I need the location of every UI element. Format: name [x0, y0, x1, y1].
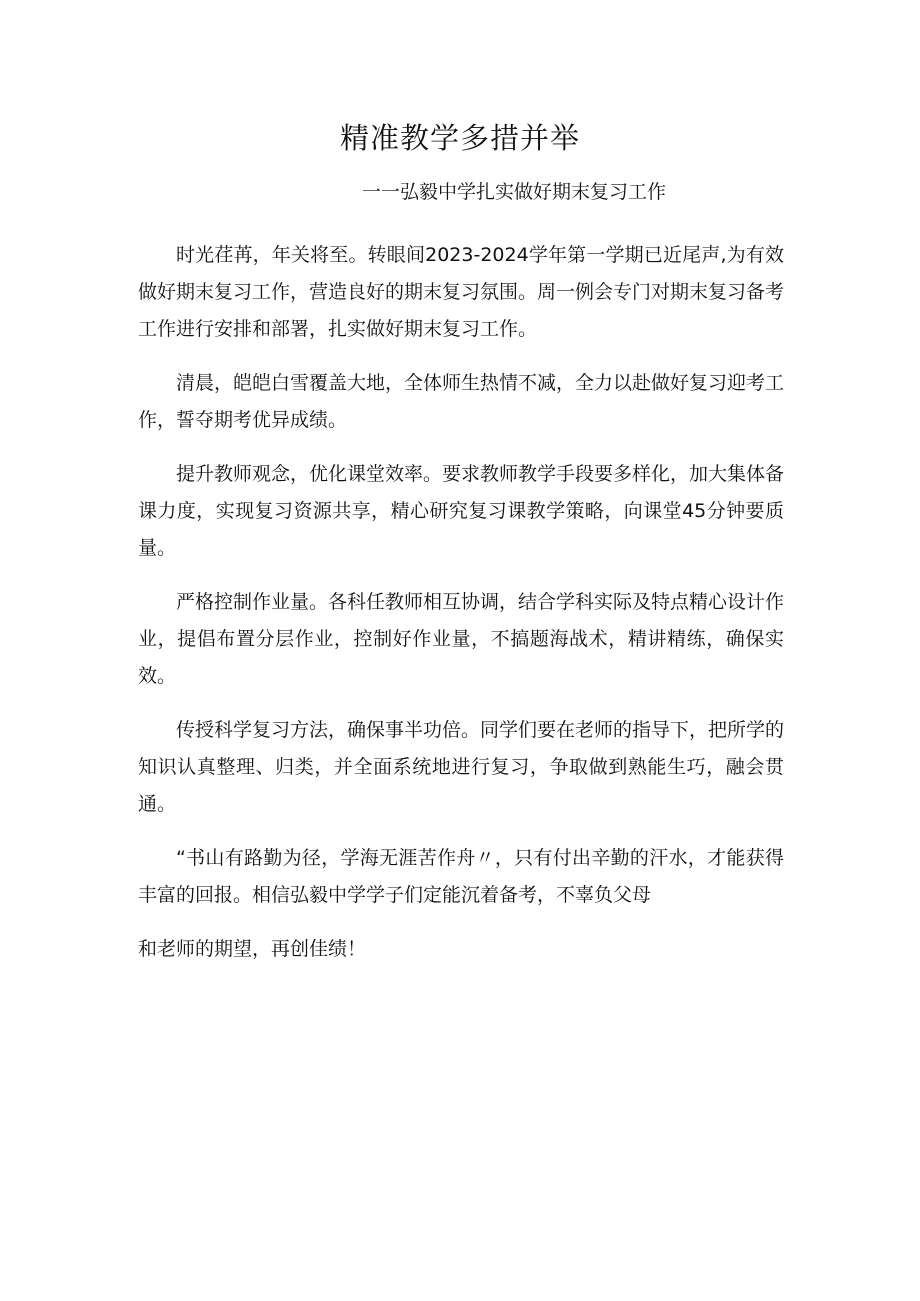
- paragraph: 传授科学复习方法，确保事半功倍。同学们要在老师的指导下，把所学的知识认真整理、归类，并全面系统地进行复习，争取做到熟能生巧，融会贯通。: [138, 719, 785, 815]
- document-body: [138, 237, 784, 985]
- document-subtitle: 一一弘毅中学扎实做好期末复习工作: [362, 181, 667, 203]
- paragraph: “书山有路勤为径，学海无涯苦作舟〃，只有付出辛勤的汗水，才能获得丰富的回报。相信弘毅中学学子们定能沉着备考，不辜负父母: [138, 847, 784, 906]
- paragraph: 严格控制作业量。各科任教师相互协调，结合学科实际及特点精心设计作业，提倡布置分层作业，控制好作业量，不搞题海战术，精讲精练，确保实效。: [138, 591, 785, 687]
- closing-line: 和老师的期望，再创佳绩！: [138, 938, 367, 960]
- paragraph: 清晨，皑皑白雪覆盖大地，全体师生热情不减，全力以赴做好复习迎考工作，誓夺期考优异成绩。: [138, 372, 785, 431]
- document-title: 精准教学多措并举: [339, 121, 580, 155]
- paragraph: 时光荏苒，年关将至。转眼间2023-2024学年第一学期已近尾声,为有效做好期末复习工作，营造良好的期末复习氛围。周一例会专门对期末复习备考工作进行安排和部署，扎实做好期末复习工作。: [138, 244, 785, 340]
- paragraph: 提升教师观念，优化课堂效率。要求教师教学手段要多样化，加大集体备课力度，实现复习资源共享，精心研究复习课教学策略，向课堂45分钟要质量。: [138, 463, 785, 559]
